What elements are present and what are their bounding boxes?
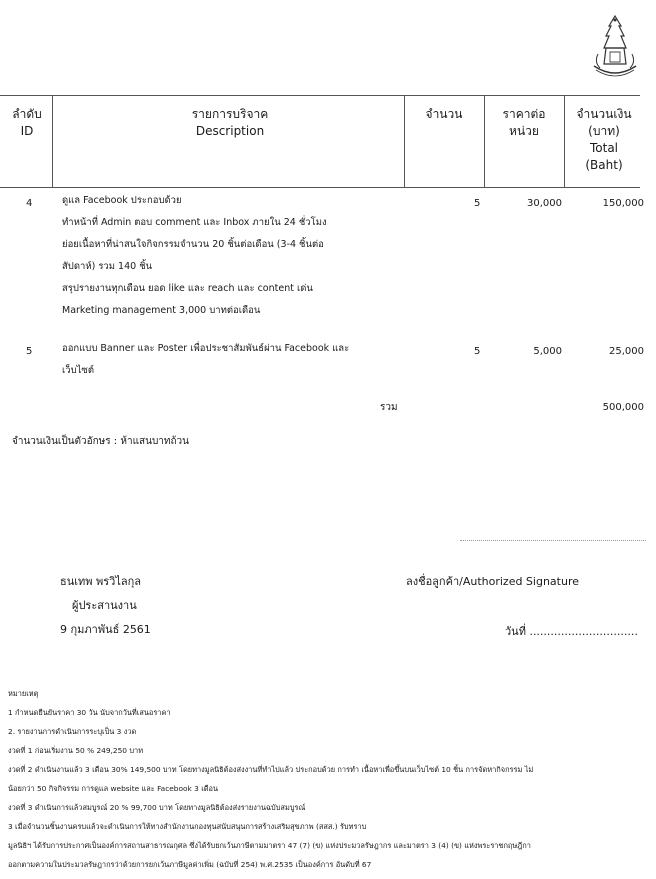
description-line: ดูแล Facebook ประกอบด้วย: [62, 195, 182, 206]
description-line: Marketing management 3,000 บาทต่อเดือน: [62, 305, 261, 316]
note-line: งวดที่ 3 ดำเนินการแล้วสมบูรณ์ 20 % 99,700 บาท โดยทางมูลนิธิต้องส่งรายงานฉบับสมบูรณ์: [8, 803, 306, 812]
signer-role: ผู้ประสานงาน: [72, 599, 137, 612]
signer-name: ธนเทพ พรวิไลกุล: [60, 575, 142, 588]
header-description: รายการบริจาค Description: [191, 107, 269, 138]
description-line: สัปดาห์) รวม 140 ชิ้น: [62, 261, 153, 272]
note-line: 2. รายงานการดำเนินการระบุเป็น 3 งวด: [8, 727, 137, 736]
description-line: สรุปรายงานทุกเดือน ยอด like และ reach และ content เด่น: [62, 283, 313, 294]
col-divider: [52, 95, 53, 187]
table-header-rule: [0, 187, 640, 188]
header-unit-price: ราคาต่อ หน่วย: [502, 107, 546, 138]
row-id: 4: [26, 198, 33, 209]
note-line: 1 กำหนดยืนยันราคา 30 วัน นับจากวันที่เสนอราคา: [8, 708, 171, 717]
note-line: มูลนิธิฯ ได้รับการประกาศเป็นองค์การสถานสาธารณกุศล ซึ่งได้รับยกเว้นภาษีตามมาตรา 47 (7) (ข) แห่งประมวลรัษฎากร และมาตรา 3 (4) (ข) แห่งพระราชกฤษฎีกา: [8, 841, 531, 850]
notes-section: [8, 684, 648, 874]
col-divider: [484, 95, 485, 187]
notes-heading: หมายเหตุ: [8, 689, 39, 698]
col-divider: [404, 95, 405, 187]
amount-in-words: จำนวนเงินเป็นตัวอักษร : ห้าแสนบาทถ้วน: [12, 436, 190, 447]
row-unit-price: 5,000: [533, 346, 562, 357]
note-line: งวดที่ 1 ก่อนเริ่มงาน 50 % 249,250 บาท: [8, 746, 144, 755]
customer-signature-label: ลงชื่อลูกค้า/Authorized Signature: [406, 575, 580, 588]
row-description: [62, 190, 327, 322]
description-line: ออกแบบ Banner และ Poster เพื่อประชาสัมพันธ์ผ่าน Facebook และ: [62, 343, 350, 354]
signer-date: 9 กุมภาพันธ์ 2561: [60, 623, 151, 636]
col-divider: [564, 95, 565, 187]
note-line: ออกตามความในประมวลรัษฎากรว่าด้วยการยกเว้นภาษีมูลค่าเพิ่ม (ฉบับที่ 254) พ.ศ.2535 เป็นองค์การ อันดับที่ 67: [8, 860, 372, 869]
row-unit-price: 30,000: [527, 198, 562, 209]
customer-date-label: วันที่ ...............................: [505, 625, 638, 638]
sum-label: รวม: [380, 402, 398, 413]
note-line: งวดที่ 2 ดำเนินงานแล้ว 3 เดือน 30% 149,500 บาท โดยทางมูลนิธิต้องส่งงานที่ทำไปแล้ว ประกอบด้วย การทำ เนื้อหาเพื่อขึ้นบนเว็บไซต์ 10 ชิ้น การจัดหากิจกรรม ไม่: [8, 765, 534, 774]
row-id: 5: [26, 346, 33, 357]
header-id: ลำดับ ID: [12, 107, 42, 138]
sum-value: 500,000: [602, 402, 644, 413]
description-line: ทำหน้าที่ Admin ตอบ comment และ Inbox ภายใน 24 ชั่วโมง: [62, 217, 327, 228]
row-total: 25,000: [609, 346, 644, 357]
row-quantity: 5: [474, 346, 481, 357]
description-line: เว็บไซต์: [62, 365, 95, 376]
description-line: ย่อยเนื้อหาที่น่าสนใจกิจกรรมจำนวน 20 ชิ้นต่อเดือน (3-4 ชิ้นต่อ: [62, 239, 324, 250]
foundation-emblem: [588, 14, 642, 82]
header-quantity: จำนวน: [425, 107, 463, 121]
table-top-rule: [0, 95, 640, 96]
note-line: น้อยกว่า 50 กิจกิจรรม การดูแล website และ Facebook 3 เดือน: [8, 784, 219, 793]
note-line: 3 เมื่อจำนวนชิ้นงานครบแล้วจะดำเนินการให้ทางสำนักงานกองทุนสนับสนุนการสร้างเสริมสุขภาพ (สสส.) รับทราบ: [8, 822, 367, 831]
row-description: [62, 338, 349, 382]
dotted-separator: [460, 540, 646, 541]
row-quantity: 5: [474, 198, 481, 209]
row-total: 150,000: [602, 198, 644, 209]
header-total: จำนวนเงิน (บาท) Total (Baht): [576, 107, 632, 172]
